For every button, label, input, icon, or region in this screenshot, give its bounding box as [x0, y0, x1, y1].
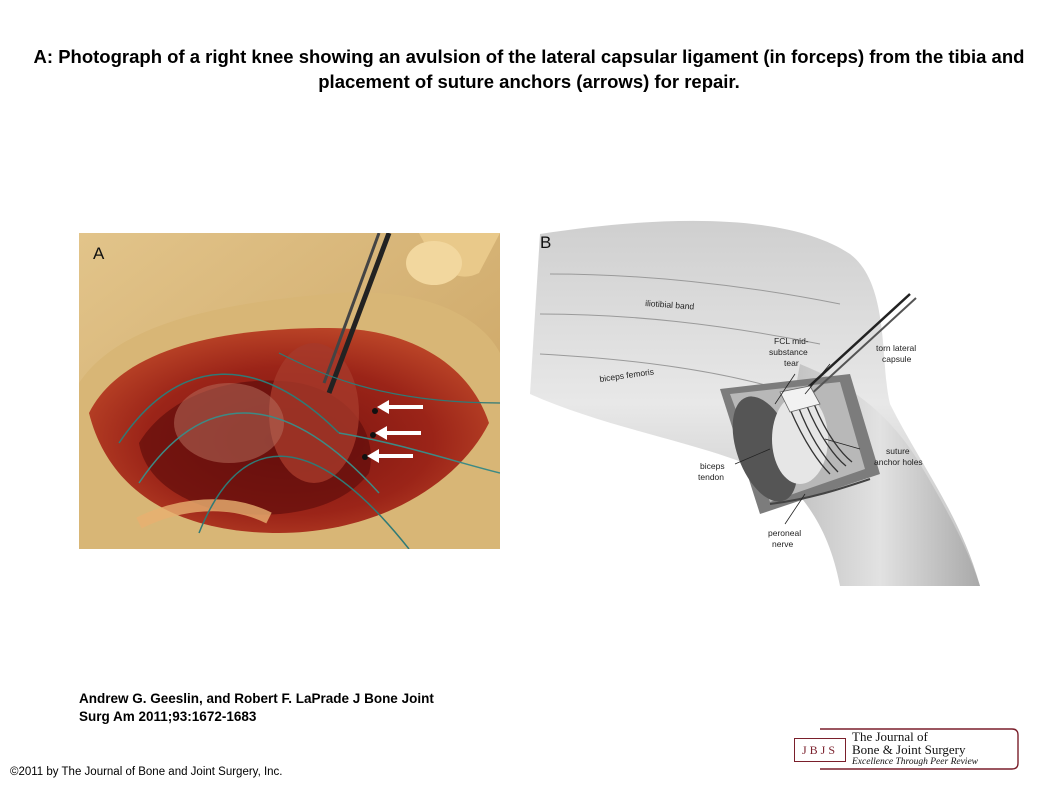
- label-suture-anchor-1: suture: [886, 446, 910, 456]
- label-fcl-3: tear: [784, 358, 799, 368]
- citation: [79, 690, 519, 726]
- journal-name-line-1: The Journal of: [852, 729, 928, 744]
- label-biceps-tendon-2: tendon: [698, 472, 724, 482]
- label-peroneal-nerve-2: nerve: [772, 539, 794, 549]
- panel-b-letter: B: [540, 233, 552, 252]
- surgical-photo-panel-a: [79, 233, 500, 549]
- illustration-panel-b: [520, 214, 990, 586]
- journal-tagline: Excellence Through Peer Review: [852, 757, 978, 767]
- journal-name: [852, 730, 966, 756]
- copyright-notice: ©2011 by The Journal of Bone and Joint Surgery, Inc.: [10, 766, 283, 778]
- slide-title: A: Photograph of a right knee showing an avulsion of the lateral capsular ligament (in forceps) from the tibia and placement of suture anchors (arrows) for repair.: [33, 46, 1025, 92]
- citation-line-2: Surg Am 2011;93:1672-1683: [79, 709, 257, 724]
- journal-name-line-2: Bone & Joint Surgery: [852, 742, 966, 757]
- label-torn-capsule-1: torn lateral: [876, 343, 917, 353]
- journal-abbreviation: JBJS: [794, 738, 846, 762]
- label-suture-anchor-2: anchor holes: [874, 457, 923, 467]
- label-biceps-femoris: biceps femoris: [598, 366, 655, 384]
- label-fcl-2: substance: [769, 347, 808, 357]
- label-fcl-1: FCL mid-: [774, 336, 809, 346]
- label-biceps-tendon-1: biceps: [700, 461, 725, 471]
- panel-a-letter: A: [93, 244, 105, 263]
- label-peroneal-nerve-1: peroneal: [768, 528, 802, 538]
- citation-line-1: Andrew G. Geeslin, and Robert F. LaPrade J Bone Joint: [79, 691, 434, 706]
- label-iliotibial-band: iliotibial band: [644, 298, 695, 312]
- label-torn-capsule-2: capsule: [882, 354, 912, 364]
